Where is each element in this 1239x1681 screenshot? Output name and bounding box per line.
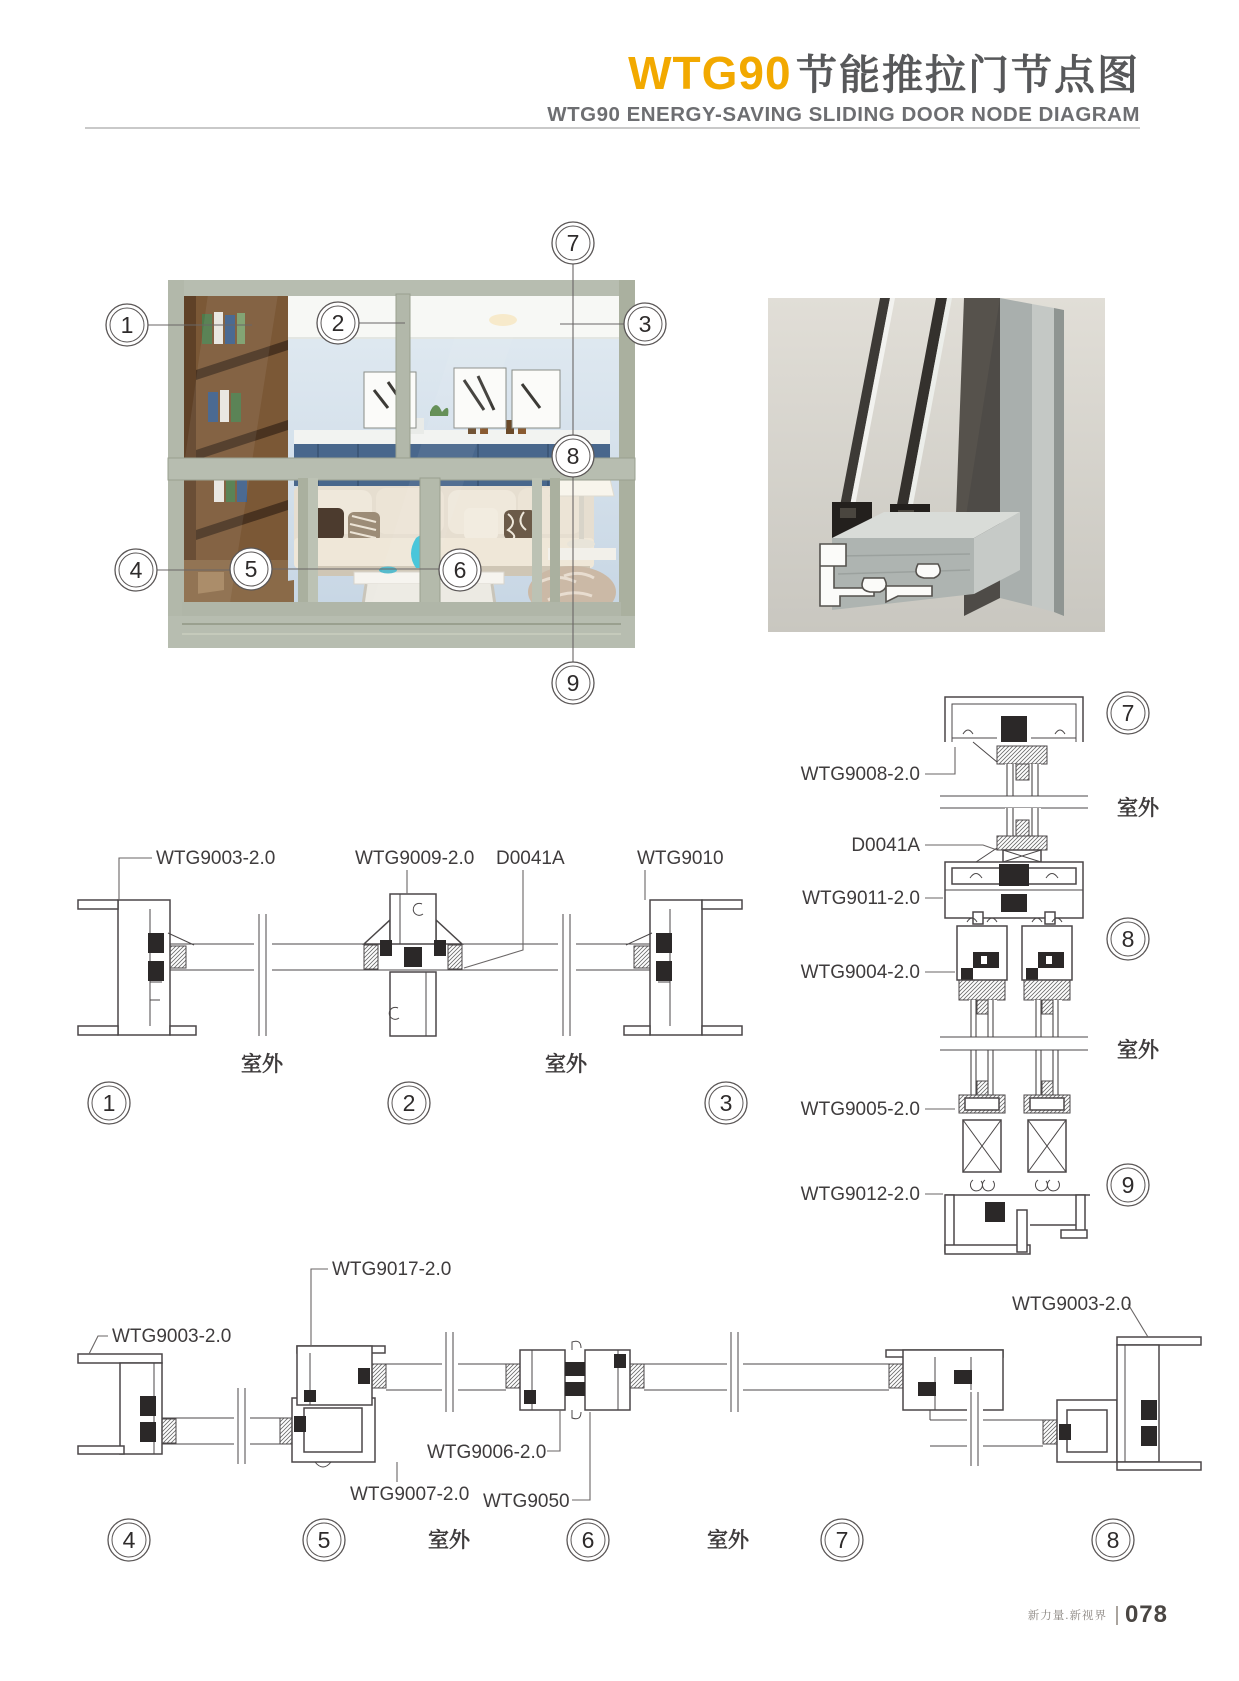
label-mullion: WTG9009-2.0 [355, 848, 475, 869]
node-circle-8b [1092, 1519, 1134, 1561]
label-sash-bottom: WTG9005-2.0 [800, 1099, 920, 1120]
svg-text:8: 8 [1106, 1527, 1120, 1553]
node-circle-6 [567, 1519, 609, 1561]
svg-text:2: 2 [331, 310, 345, 336]
jamb-right-profile [624, 900, 742, 1035]
outdoor-text: 室外 [1117, 797, 1159, 820]
node-circle-7 [1107, 692, 1149, 734]
glass-break [234, 1385, 250, 1467]
glass-break-vertical [940, 1037, 1088, 1050]
page-title [547, 42, 1140, 101]
svg-text:7: 7 [566, 230, 580, 256]
section-horizontal-bottom [60, 1250, 1180, 1570]
stile-upper-left [297, 1346, 386, 1405]
node-circle-5 [303, 1519, 345, 1561]
svg-text:9: 9 [566, 670, 580, 696]
callout-9 [552, 662, 594, 704]
label-jamb-right: WTG9003-2.0 [1012, 1294, 1132, 1315]
label-jamb-right: WTG9010 [637, 848, 724, 869]
label-jamb-left: WTG9003-2.0 [156, 848, 276, 869]
label-interlock: WTG9006-2.0 [427, 1442, 547, 1463]
label-head: WTG9008-2.0 [800, 764, 920, 785]
svg-text:8: 8 [566, 443, 580, 469]
page-footer [1028, 1601, 1168, 1629]
outdoor-text: 室外 [241, 1053, 283, 1076]
footer-slogan: 新力量.新视界 [1027, 1610, 1107, 1622]
node-circle-7b [821, 1519, 863, 1561]
node-circle-4 [108, 1519, 150, 1561]
brand-title: WTG90 [628, 47, 792, 99]
svg-text:6: 6 [581, 1527, 595, 1553]
svg-text:5: 5 [244, 556, 258, 582]
label-sill: WTG9012-2.0 [800, 1184, 920, 1205]
label-sash: WTG9007-2.0 [350, 1484, 470, 1505]
callout-1 [106, 304, 148, 346]
sash-column [1022, 918, 1072, 1191]
node-circle-2 [388, 1082, 430, 1124]
label-gasket: D0041A [851, 835, 920, 856]
node-circle-9 [1107, 1164, 1149, 1206]
label-jamb-left: WTG9003-2.0 [112, 1326, 232, 1347]
svg-text:2: 2 [402, 1090, 416, 1116]
sash-columns [957, 918, 1072, 1191]
label-track: WTG9011-2.0 [802, 888, 920, 909]
node-circle-3 [705, 1082, 747, 1124]
outdoor-text: 室外 [545, 1053, 587, 1076]
profile-3d-render [768, 298, 1105, 632]
callout-7 [552, 222, 594, 264]
callout-4 [115, 549, 157, 591]
glass-break-right [558, 914, 576, 1038]
callout-8 [552, 435, 594, 477]
svg-text:4: 4 [122, 1527, 136, 1553]
node-circle-1 [88, 1082, 130, 1124]
callout-2 [317, 302, 359, 344]
glass-break [442, 1330, 458, 1415]
label-sash-top: WTG9004-2.0 [800, 962, 920, 983]
jamb-left-profile [78, 900, 196, 1035]
glass-break [727, 1330, 743, 1415]
svg-text:5: 5 [317, 1527, 331, 1553]
interlock-profiles [506, 1341, 644, 1419]
fixed-glass-top [940, 764, 1088, 864]
node-circle-8 [1107, 918, 1149, 960]
title-english: WTG90 ENERGY-SAVING SLIDING DOOR NODE DIAGRAM [547, 103, 1140, 126]
svg-text:9: 9 [1121, 1172, 1135, 1198]
head-profile [945, 697, 1083, 764]
jamb-left-profile [78, 1354, 176, 1454]
header-divider [85, 127, 1140, 129]
sash-column [957, 918, 1007, 1191]
outdoor-text: 室外 [428, 1529, 470, 1552]
sash-right [1043, 1400, 1117, 1462]
svg-text:3: 3 [719, 1090, 733, 1116]
svg-text:1: 1 [102, 1090, 116, 1116]
photo-callout-overlay [60, 220, 760, 720]
svg-text:6: 6 [453, 557, 467, 583]
jamb-right-profile [1117, 1337, 1201, 1470]
svg-text:8: 8 [1121, 926, 1135, 952]
callout-6 [439, 549, 481, 591]
callout-5 [230, 548, 272, 590]
track-assembly [945, 862, 1083, 924]
section-horizontal-top [60, 830, 760, 1140]
svg-text:3: 3 [638, 311, 652, 337]
label-gasket: D0041A [496, 848, 565, 869]
section-vertical [745, 650, 1200, 1270]
svg-text:7: 7 [835, 1527, 849, 1553]
glass-break-left [254, 914, 272, 1038]
label-stile: WTG9017-2.0 [332, 1259, 452, 1280]
outdoor-text: 室外 [707, 1529, 749, 1552]
svg-text:7: 7 [1121, 700, 1135, 726]
stile-upper-right [886, 1350, 1003, 1420]
glass-break [967, 1390, 983, 1468]
stile-lower-left [280, 1398, 375, 1467]
sill-profile [945, 1195, 1090, 1254]
svg-text:4: 4 [129, 557, 143, 583]
label-hook: WTG9050 [483, 1491, 570, 1512]
page-header [547, 42, 1140, 127]
callout-3 [624, 303, 666, 345]
outdoor-text: 室外 [1117, 1039, 1159, 1062]
svg-text:1: 1 [120, 312, 134, 338]
footer-divider [1116, 1606, 1118, 1625]
page-number: 078 [1124, 1601, 1168, 1628]
title-chinese: 节能推拉门节点图 [796, 52, 1140, 98]
